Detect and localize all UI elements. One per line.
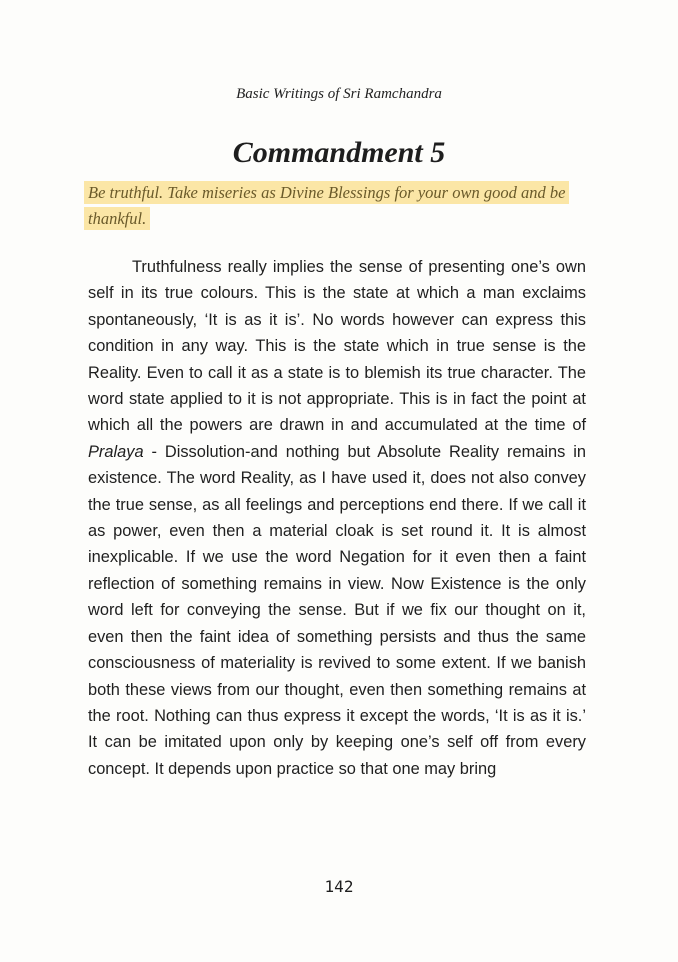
body-paragraph xyxy=(88,254,586,782)
page-number: 142 xyxy=(324,877,354,896)
chapter-title: Commandment 5 xyxy=(232,136,446,169)
body-text-part-1: Truthfulness really implies the sense of presenting one’s own self in its true colours. This is the state at which a man exclaims spontaneously, ‘It is as it is’. No words however can express this condition in any way. This is the state which in true sense is the Reality. Even to call it as a state is to blemish its true character. The word state applied to it is not appropriate. This is in fact the point at which all the powers are drawn in and accumulated at the time of xyxy=(88,258,586,435)
running-header: Basic Writings of Sri Ramchandra xyxy=(236,86,442,102)
commandment-text: Be truthful. Take miseries as Divine Blessings for your own good and be thankful. xyxy=(84,181,569,230)
commandment-highlight xyxy=(84,180,594,232)
body-text-part-2: - Dissolution-and nothing but Absolute Reality remains in existence. The word Reality, as I have used it, does not also convey the true sense, as all feelings and perceptions end there. If we call it as power, even then a material cloak is set round it. It is almost inexplicable. If we use the word Negation for it even then a faint reflection of something remains in view. Now Existence is the only word left for conveying the sense. But if we fix our thought on it, even then the faint idea of something persists and thus the same consciousness of materiality is revived to some extent. If we banish both these views from our thought, even then something remains at the root. Nothing can thus express it except the words, ‘It is as it is.’ It can be imitated upon only by keeping one’s self off from every concept. It depends upon practice so that one may bring xyxy=(88,442,586,778)
italic-term: Pralaya xyxy=(88,442,144,461)
